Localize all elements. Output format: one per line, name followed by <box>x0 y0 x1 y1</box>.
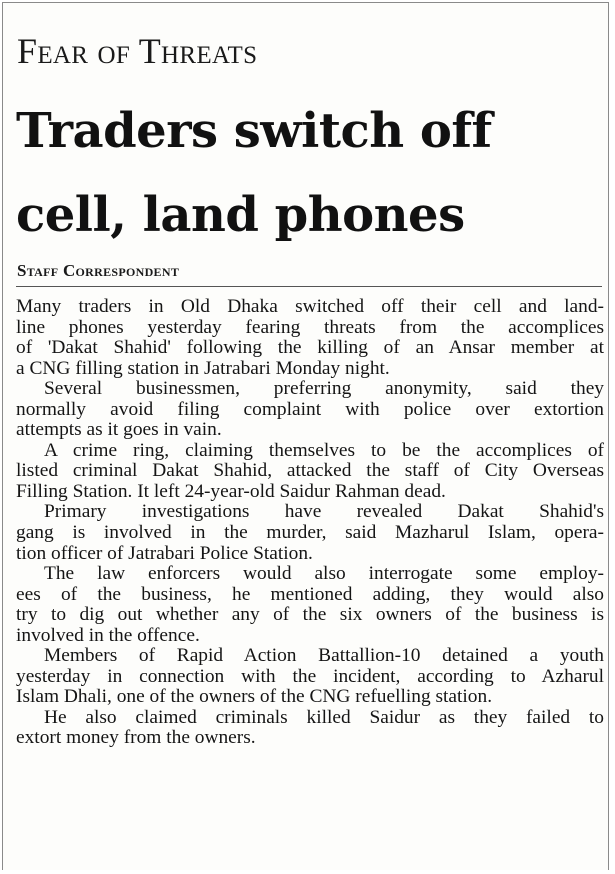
text-line: Many traders in Old Dhaka switched off their cell and land- <box>16 296 604 317</box>
text-line: Filling Station. It left 24-year-old Saidur Rahman dead. <box>16 480 446 502</box>
headline-line: cell, land phones <box>16 187 465 243</box>
text-line: Members of Rapid Action Battallion-10 detained a youth <box>44 645 604 667</box>
text-line: involved in the offence. <box>16 624 200 646</box>
text-line: normally avoid filing complaint with police over extortion <box>16 398 604 420</box>
text-line: tion officer of Jatrabari Police Station. <box>16 542 313 564</box>
paragraph <box>16 297 604 379</box>
byline-divider <box>16 286 602 287</box>
text-line: ees of the business, he mentioned adding, they would also <box>16 583 604 605</box>
text-line: of 'Dakat Shahid' following the killing of an Ansar member at <box>16 337 604 359</box>
paragraph <box>16 502 604 564</box>
paragraph <box>16 379 604 441</box>
text-line: The law enforcers would also interrogate some employ- <box>44 563 604 585</box>
news-clipping <box>2 2 609 870</box>
byline: Staff Correspondent <box>17 261 180 280</box>
text-line: Several businessmen, preferring anonymity, said they <box>44 378 604 400</box>
headline-line: Traders switch off <box>16 103 492 159</box>
paragraph <box>16 646 604 708</box>
text-line: line phones yesterday fearing threats from the accomplices <box>16 316 604 338</box>
paragraph <box>16 708 604 749</box>
paragraph <box>16 564 604 646</box>
text-line: extort money from the owners. <box>16 727 256 749</box>
text-line: Islam Dhali, one of the owners of the CNG refuelling station. <box>16 686 493 708</box>
text-line: a CNG filling station in Jatrabari Monday night. <box>16 357 390 379</box>
text-line: try to dig out whether any of the six owners of the business is <box>16 604 604 626</box>
paragraph <box>16 441 604 503</box>
headline <box>16 89 606 257</box>
text-line: gang is involved in the murder, said Mazharul Islam, opera- <box>16 522 604 544</box>
text-line: attempts as it goes in vain. <box>16 419 222 441</box>
text-line: He also claimed criminals killed Saidur as they failed to <box>44 706 604 728</box>
kicker: Fear of Threats <box>17 31 258 71</box>
text-line: listed criminal Dakat Shahid, attacked the staff of City Overseas <box>16 460 604 482</box>
text-line: yesterday in connection with the incident, according to Azharul <box>16 665 604 687</box>
article-body <box>16 297 604 749</box>
text-line: Primary investigations have revealed Dakat Shahid's <box>44 501 604 523</box>
text-line: A crime ring, claiming themselves to be the accomplices of <box>44 439 604 461</box>
